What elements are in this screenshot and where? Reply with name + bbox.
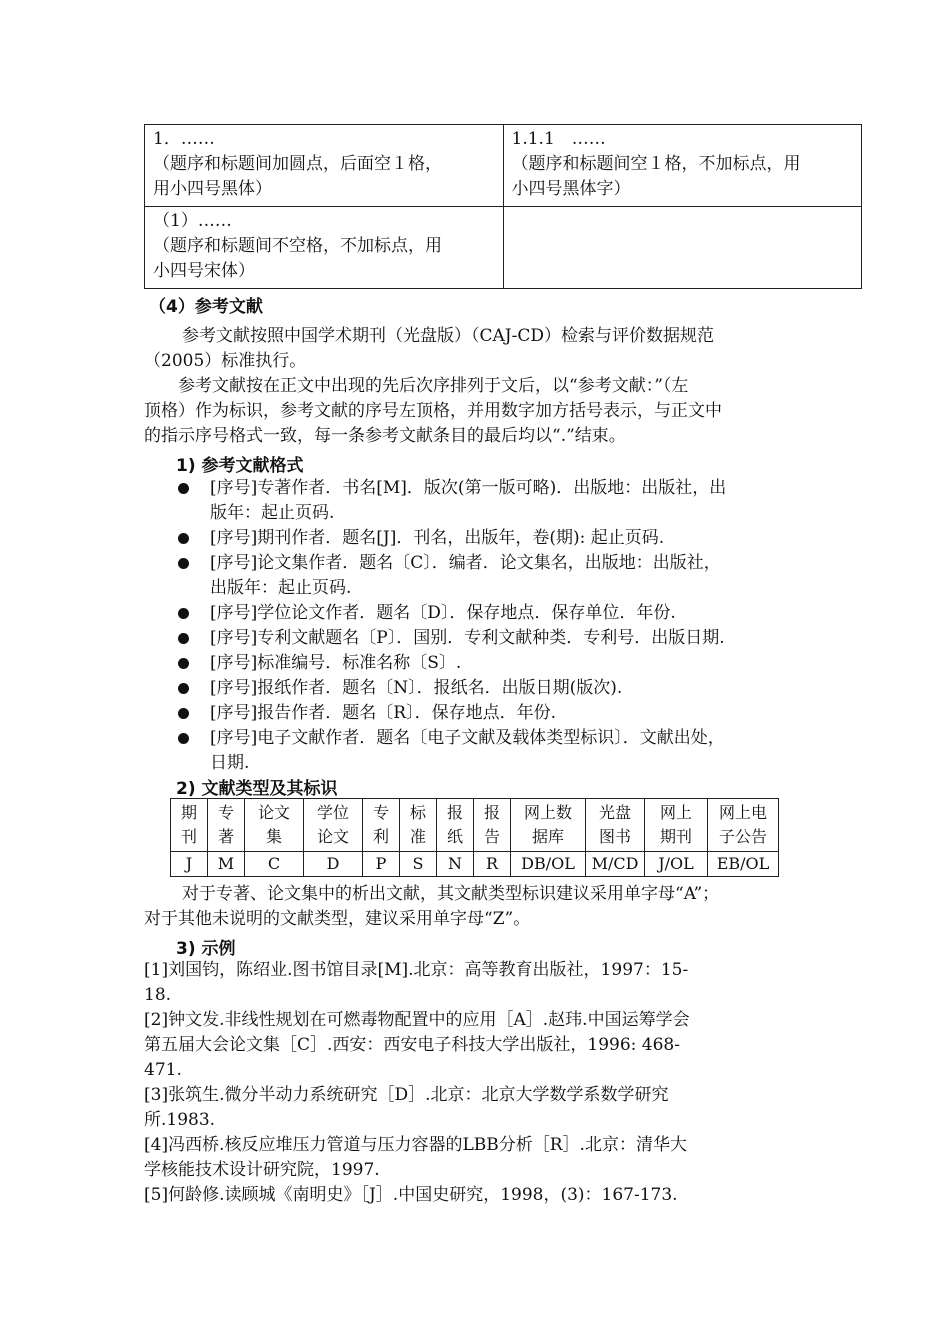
paragraph-line: （2005）标准执行。 (144, 351, 307, 371)
type-code-cell: M/CD (586, 852, 645, 877)
cell-line: 专 (372, 803, 389, 822)
type-code-cell: EB/OL (708, 852, 779, 877)
example-line: 第五届大会论文集［C］.西安：西安电子科技大学出版社，1996: 468- (144, 1035, 680, 1055)
type-header-cell (708, 799, 779, 852)
list-item-line: 版年：起止页码. (210, 503, 335, 523)
list-item-line: [序号]电子文献作者．题名〔电子文献及载体类型标识〕．文献出处， (210, 728, 725, 748)
table-cell-empty (503, 207, 862, 289)
example-line: [2]钟文发.非线性规划在可燃毒物配置中的应用［A］.赵玮.中国运筹学会 (144, 1010, 690, 1030)
cell-line: 网上数 (523, 803, 572, 822)
paragraph (144, 324, 812, 374)
type-header-cell (208, 799, 245, 852)
list-item-line: [序号]报纸作者．题名〔N〕．报纸名．出版日期(版次). (210, 678, 623, 698)
example-line: 所.1983. (144, 1110, 216, 1130)
cell-line: 1.1.1 …… (511, 129, 606, 149)
type-code-cell: J/OL (645, 852, 708, 877)
cell-line: 光盘 (598, 803, 631, 822)
cell-line: 著 (217, 827, 234, 846)
example-line: [3]张筑生.微分半动力系统研究［D］.北京：北京大学数学系数学研究 (144, 1085, 669, 1105)
cell-line: 学位 (316, 803, 349, 822)
subsection-title: 3) 示例 (176, 939, 236, 959)
table-row (145, 207, 862, 289)
cell-line: 期 (180, 803, 197, 822)
cell-line: 小四号黑体字） (511, 179, 631, 199)
paragraph (144, 374, 812, 449)
paragraph-line: 对于其他未说明的文献类型，建议采用单字母“Z”。 (144, 909, 531, 929)
paragraph-line: 参考文献按照中国学术期刊（光盘版）（CAJ-CD）检索与评价数据规范 (182, 326, 714, 346)
list-item-line: [序号]期刊作者．题名[J]．刊名，出版年，卷(期): 起止页码. (210, 528, 665, 548)
list-item (176, 726, 816, 776)
list-item (176, 626, 816, 651)
type-code-cell: N (437, 852, 474, 877)
paragraph-line: 的指示序号格式一致，每一条参考文献条目的最后均以“.”结束。 (144, 426, 626, 446)
type-header-cell (363, 799, 400, 852)
type-table-code-row (171, 852, 779, 877)
cell-line: 图书 (598, 827, 631, 846)
table-cell (145, 125, 504, 207)
bullet-icon (178, 558, 189, 569)
type-code-cell: M (208, 852, 245, 877)
type-table (170, 798, 779, 877)
list-item (144, 958, 812, 1008)
example-line: 学核能技术设计研究院，1997. (144, 1160, 380, 1180)
bullet-icon (178, 683, 189, 694)
paragraph-line: 参考文献按在正文中出现的先后次序排列于文后，以“参考文献：”（左 (178, 376, 689, 396)
paragraph-line: 对于专著、论文集中的析出文献，其文献类型标识建议采用单字母“A”； (182, 884, 720, 904)
list-item-line: 日期. (210, 753, 250, 773)
type-code-cell: C (245, 852, 304, 877)
list-item (144, 1008, 812, 1083)
cell-line: 告 (483, 827, 500, 846)
type-code-cell: P (363, 852, 400, 877)
type-code-cell: J (171, 852, 208, 877)
cell-line: 报 (483, 803, 500, 822)
cell-line: 纸 (446, 827, 463, 846)
list-item-line: 出版年：起止页码. (210, 578, 352, 598)
cell-line: 期刊 (659, 827, 692, 846)
examples-list (144, 958, 812, 1208)
example-line: [4]冯西桥.核反应堆压力管道与压力容器的LBB分析［R］.北京：清华大 (144, 1135, 687, 1155)
cell-line: 准 (409, 827, 426, 846)
type-header-cell (437, 799, 474, 852)
type-code-cell: R (474, 852, 511, 877)
table-cell (145, 207, 504, 289)
list-item-line: [序号]专著作者．书名[M]．版次(第一版可略)．出版地：出版社，出 (210, 478, 727, 498)
cell-line: 网上电 (718, 803, 767, 822)
cell-line: 网上 (659, 803, 692, 822)
example-line: [5]何龄修.读顾城《南明史》［J］.中国史研究，1998，(3)：167-173. (144, 1185, 678, 1205)
type-header-cell (304, 799, 363, 852)
bullet-icon (178, 483, 189, 494)
list-item (176, 601, 816, 626)
cell-line: 论文 (257, 803, 290, 822)
list-item-line: [序号]报告作者．题名〔R〕．保存地点．年份. (210, 703, 556, 723)
type-header-cell (400, 799, 437, 852)
list-item (176, 476, 816, 526)
cell-line: 论文 (316, 827, 349, 846)
cell-line: 刊 (180, 827, 197, 846)
example-line: 471. (144, 1060, 182, 1080)
cell-line: 专 (217, 803, 234, 822)
example-line: [1]刘国钧，陈绍业.图书馆目录[M].北京：高等教育出版社，1997：15- (144, 960, 689, 980)
cell-line: （1）…… (153, 211, 232, 231)
type-header-cell (474, 799, 511, 852)
cell-line: 1．…… (153, 129, 215, 149)
bullet-icon (178, 533, 189, 544)
bullet-icon (178, 708, 189, 719)
list-item-line: [序号]专利文献题名〔P〕．国别．专利文献种类．专利号．出版日期. (210, 628, 725, 648)
bullet-icon (178, 658, 189, 669)
table-row (145, 125, 862, 207)
bullet-icon (178, 633, 189, 644)
cell-line: 利 (372, 827, 389, 846)
subsection-title: 2) 文献类型及其标识 (176, 779, 338, 799)
list-item (176, 651, 816, 676)
cell-line: 小四号宋体） (153, 261, 255, 281)
list-item-line: [序号]学位论文作者．题名〔D〕．保存地点．保存单位．年份. (210, 603, 676, 623)
list-item (176, 526, 816, 551)
subsection-title: 1) 参考文献格式 (176, 456, 304, 476)
type-header-cell (171, 799, 208, 852)
list-item (144, 1133, 812, 1183)
cell-line: 报 (446, 803, 463, 822)
type-code-cell: DB/OL (511, 852, 586, 877)
list-item (144, 1083, 812, 1133)
type-header-cell (245, 799, 304, 852)
cell-line: 集 (265, 827, 282, 846)
list-item (176, 701, 816, 726)
bullet-icon (178, 608, 189, 619)
type-code-cell: D (304, 852, 363, 877)
format-list (176, 476, 816, 776)
cell-line: （题序和标题间加圆点，后面空１格， (153, 154, 442, 174)
cell-line: （题序和标题间空１格，不加标点，用 (511, 154, 801, 174)
paragraph (144, 882, 812, 932)
list-item (176, 551, 816, 601)
cell-line: （题序和标题间不空格，不加标点，用 (153, 236, 442, 256)
cell-line: 标 (409, 803, 426, 822)
list-item-line: [序号]论文集作者．题名〔C〕．编者．论文集名，出版地：出版社， (210, 553, 721, 573)
list-item-line: [序号]标准编号．标准名称〔S〕. (210, 653, 462, 673)
table-cell (503, 125, 862, 207)
type-table-header-row (171, 799, 779, 852)
type-header-cell (511, 799, 586, 852)
cell-line: 据库 (531, 827, 564, 846)
section-title: （4）参考文献 (149, 297, 263, 317)
heading-format-table (144, 124, 862, 289)
bullet-icon (178, 733, 189, 744)
type-header-cell (586, 799, 645, 852)
paragraph-line: 顶格）作为标识，参考文献的序号左顶格，并用数字加方括号表示，与正文中 (144, 401, 722, 421)
type-header-cell (645, 799, 708, 852)
cell-line: 子公告 (718, 827, 767, 846)
example-line: 18. (144, 985, 172, 1005)
type-code-cell: S (400, 852, 437, 877)
list-item (176, 676, 816, 701)
list-item (144, 1183, 812, 1208)
cell-line: 用小四号黑体） (153, 179, 272, 199)
